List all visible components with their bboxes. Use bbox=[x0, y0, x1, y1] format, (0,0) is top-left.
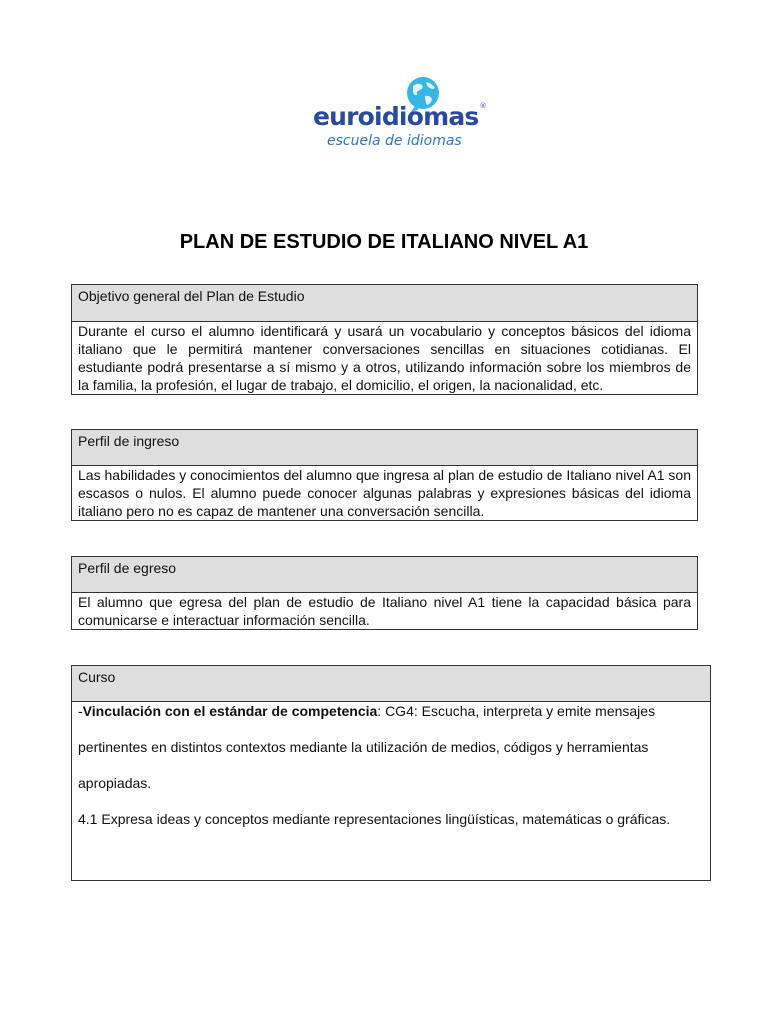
competencia-label: Vinculación con el estándar de competencia bbox=[82, 703, 378, 719]
euroidiomas-logo bbox=[313, 76, 486, 156]
competencia-text: : CG4: Escucha, interpreta y emite mensajes pertinentes en distintos contextos mediante la utilización de medios, códigos y herramientas apropiadas. bbox=[78, 703, 656, 791]
egreso-body: El alumno que egresa del plan de estudio de Italiano nivel A1 tiene la capacidad básica para comunicarse e interactuar información sencilla. bbox=[78, 594, 691, 628]
ingreso-header: Perfil de ingreso bbox=[72, 430, 697, 466]
logo-wordmark: euroidiomas® bbox=[313, 102, 486, 131]
competencia-paragraph: -Vinculación con el estándar de competencia: CG4: Escucha, interpreta y emite mensajes pertinentes en distintos contextos mediante la utilización de medios, códigos y herramientas apropiadas. bbox=[78, 703, 656, 791]
document-title: PLAN DE ESTUDIO DE ITALIANO NIVEL A1 bbox=[179, 231, 589, 253]
egreso-header: Perfil de egreso bbox=[72, 557, 697, 593]
curso-header: Curso bbox=[72, 666, 710, 702]
objetivo-body: Durante el curso el alumno identificará y usará un vocabulario y conceptos básicos del idioma italiano que le permitirá mantener conversaciones sencillas en situaciones cotidianas. El estudiante podrá presentarse a sí mismo y a otros, utilizando información sobre los miembros de la familia, la profesión, el lugar de trabajo, el domicilio, el origen, la nacionalidad, etc. bbox=[78, 323, 691, 393]
egreso-section bbox=[71, 556, 698, 630]
ingreso-body: Las habilidades y conocimientos del alumno que ingresa al plan de estudio de Italiano nivel A1 son escasos o nulos. El alumno puede conocer algunas palabras y expresiones básicas del idioma italiano pero no es capaz de mantener una conversación sencilla. bbox=[78, 467, 691, 519]
logo-tagline: escuela de idiomas bbox=[327, 133, 462, 149]
curso-section bbox=[71, 665, 711, 881]
objetivo-section bbox=[71, 284, 698, 395]
curso-body bbox=[72, 693, 710, 837]
ingreso-section bbox=[71, 429, 698, 521]
competencia-item: 4.1 Expresa ideas y conceptos mediante representaciones lingüísticas, matemáticas o gráficas. bbox=[78, 811, 671, 827]
objetivo-header: Objetivo general del Plan de Estudio bbox=[72, 285, 697, 322]
